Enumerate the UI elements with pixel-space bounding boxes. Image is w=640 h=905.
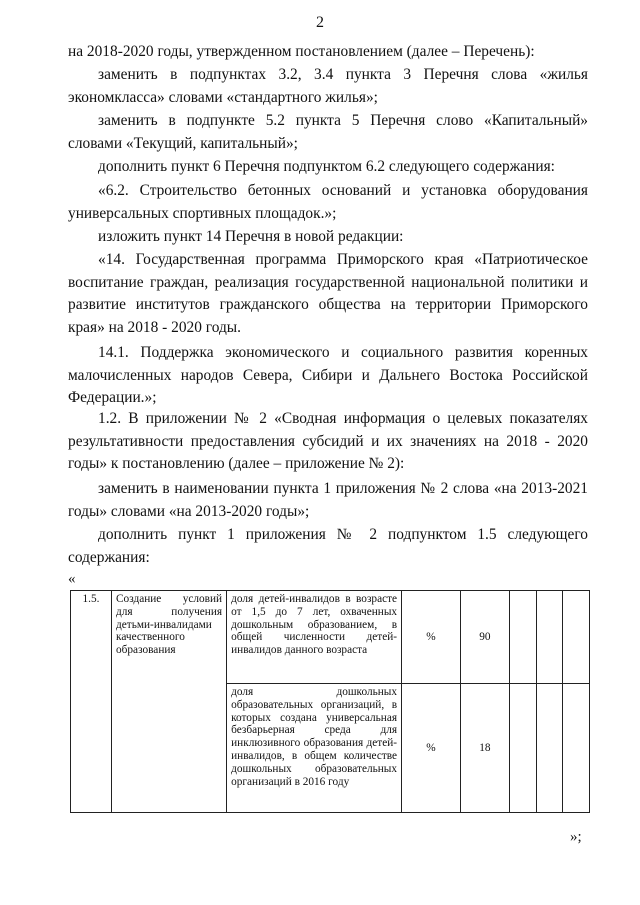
paragraph: «14. Государственная программа Приморского края «Патриотическое воспитание граждан, реализация государственной национальной политики и развитие институтов гражданского общества на территории Приморского края» на 2018 - 2020 годы. (68, 251, 588, 336)
paragraph: заменить в подпунктах 3.2, 3.4 пункта 3 Перечня слова «жилья экономкласса» словами «стандартного жилья»; (68, 66, 588, 106)
table-row (71, 591, 590, 684)
indicators-table (70, 590, 590, 813)
paragraph: «6.2. Строительство бетонных оснований и установка оборудования универсальных спортивных площадок.»; (68, 182, 588, 222)
unit-cell: % (402, 591, 461, 684)
unit-cell: % (402, 684, 461, 813)
quote-close-mark: »; (570, 829, 582, 845)
paragraph: 1.2. В приложении № 2 «Сводная информация о целевых показателях результативности предоставления субсидий и их значениях на 2018 - 2020 годы» к постановлению (далее – приложение № 2): (68, 410, 588, 472)
empty-cell (536, 684, 563, 813)
empty-cell (509, 684, 536, 813)
item-name-cell: Создание условий для получения детьми-инвалидами качественного образования (112, 591, 227, 813)
paragraph: на 2018-2020 годы, утвержденном постановлением (далее – Перечень): (68, 43, 535, 60)
indicator-cell: доля детей-инвалидов в возрасте от 1,5 до 7 лет, охваченных дошкольным образованием, в общей численности детей-инвалидов данного возраста (227, 591, 402, 684)
item-number-cell: 1.5. (71, 591, 112, 813)
paragraph: 14.1. Поддержка экономического и социального развития коренных малочисленных народов Севера, Сибири и Дальнего Востока Российской Федерации.»; (68, 344, 588, 406)
paragraph: заменить в подпункте 5.2 пункта 5 Перечня слово «Капитальный» словами «Текущий, капитальный»; (68, 112, 588, 152)
empty-cell (509, 591, 536, 684)
value-cell: 90 (460, 591, 509, 684)
indicator-cell: доля дошкольных образовательных организаций, в которых создана универсальная безбарьерная среда для инклюзивного образования детей-инвалидов, в общем количестве дошкольных образовательных организаций в 2016 году (227, 684, 402, 813)
empty-cell (536, 591, 563, 684)
paragraph: заменить в наименовании пункта 1 приложения № 2 слова «на 2013-2021 годы» словами «на 2013-2020 годы»; (68, 480, 588, 520)
paragraph: дополнить пункт 6 Перечня подпунктом 6.2 следующего содержания: (98, 158, 555, 175)
empty-cell (563, 684, 590, 813)
empty-cell (563, 591, 590, 684)
value-cell: 18 (460, 684, 509, 813)
paragraph: изложить пункт 14 Перечня в новой редакции: (98, 228, 404, 245)
paragraph: дополнить пункт 1 приложения № 2 подпунктом 1.5 следующего содержания: (68, 526, 588, 566)
page-number: 2 (316, 14, 324, 31)
quote-open-mark: « (68, 571, 76, 587)
